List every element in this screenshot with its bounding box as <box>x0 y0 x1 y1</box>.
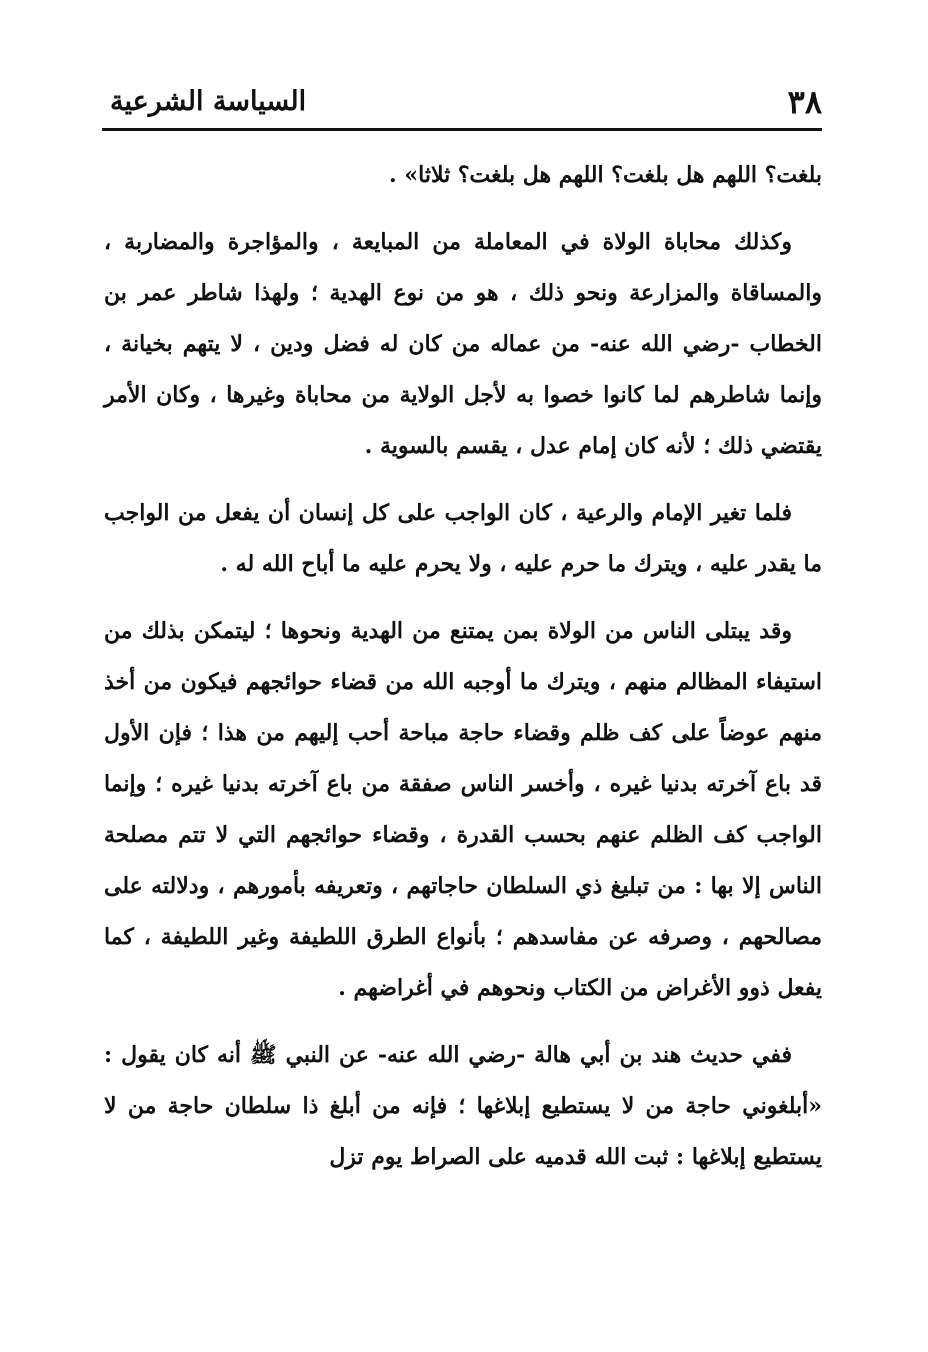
page-number: ٣٨ <box>787 83 822 121</box>
paragraph: وكذلك محاباة الولاة في المعاملة من المبايعة ، والمؤاجرة والمضاربة ، والمساقاة والمزارعة ونحو ذلك ، هو من نوع الهدية ؛ ولهذا شاطر عمر بن الخطاب -رضي الله عنه- من عماله من كان له فضل ودين ، لا يتهم بخيانة ، وإنما شاطرهم لما كانوا خصوا به لأجل الولاية من محاباة وغيرها ، وكان الأمر يقتضي ذلك ؛ لأنه كان إمام عدل ، يقسم بالسوية . <box>104 229 822 459</box>
paragraph: فلما تغير الإمام والرعية ، كان الواجب على كل إنسان أن يفعل من الواجب ما يقدر عليه ، ويترك ما حرم عليه ، ولا يحرم عليه ما أباح الله له . <box>104 500 822 577</box>
paragraph-continuation: بلغت؟ اللهم هل بلغت؟ اللهم هل بلغت؟ ثلاثا» . <box>389 162 822 188</box>
header-divider <box>102 128 822 131</box>
paragraph: وقد يبتلى الناس من الولاة بمن يمتنع من الهدية ونحوها ؛ ليتمكن بذلك من استيفاء المظالم منهم ، ويترك ما أوجبه الله من قضاء حوائجهم فيكون من أخذ منهم عوضاً على كف ظلم وقضاء حاجة مباحة أحب إليهم من هذا ؛ فإن الأول قد باع آخرته بدنيا غيره ، وأخسر الناس صفقة من باع آخرته بدنيا غيره ؛ وإنما الواجب كف الظلم عنهم بحسب القدرة ، وقضاء حوائجهم التي لا تتم مصلحة الناس إلا بها : من تبليغ ذي السلطان حاجاتهم ، وتعريفه بأمورهم ، ودلالته على مصالحهم ، وصرفه عن مفاسدهم ؛ بأنواع الطرق اللطيفة وغير اللطيفة ، كما يفعل ذوو الأغراض من الكتاب ونحوهم في أغراضهم . <box>104 618 822 1001</box>
page-body <box>104 150 822 1183</box>
page-header <box>102 76 822 130</box>
running-title: السياسة الشرعية <box>110 86 307 117</box>
paragraph: ففي حديث هند بن أبي هالة -رضي الله عنه- عن النبي ﷺ أنه كان يقول : «أبلغوني حاجة من لا يستطيع إبلاغها ؛ فإنه من أبلغ ذا سلطان حاجة من لا يستطيع إبلاغها : ثبت الله قدميه على الصراط يوم تزل <box>104 1042 822 1170</box>
